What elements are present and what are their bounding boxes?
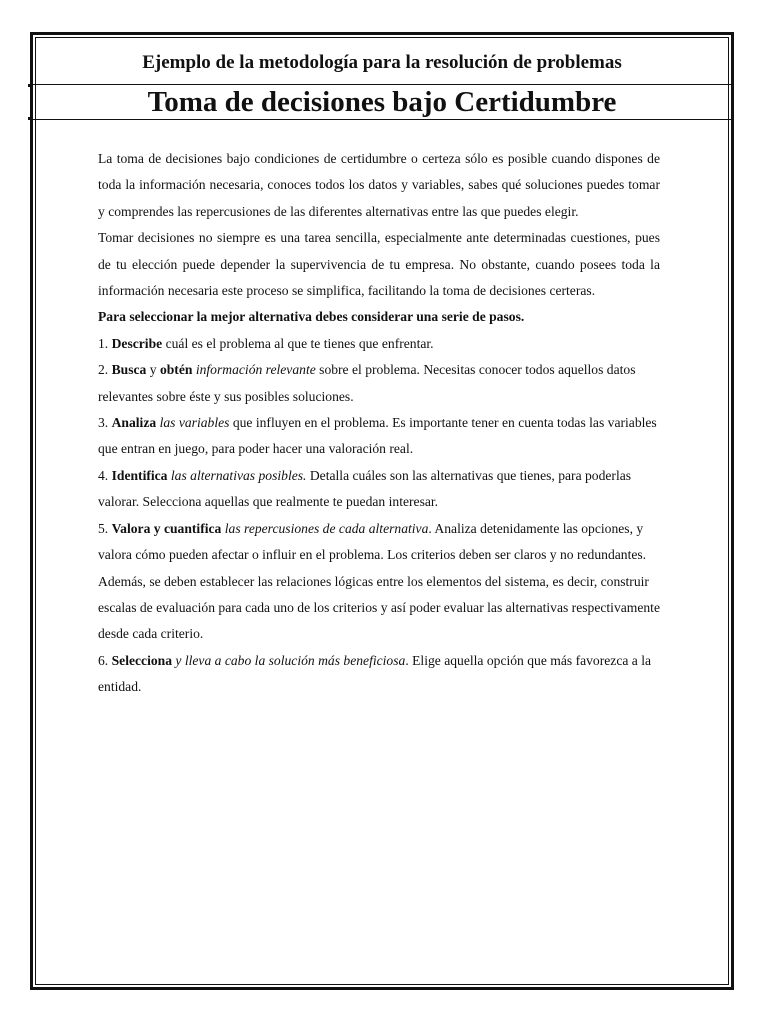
- step-number: 6.: [98, 652, 112, 668]
- step-number: 2.: [98, 362, 112, 378]
- step-text: Detalla cuáles son las alternativas que tienes, para poderlas valorar. Selecciona aquellas que realmente te puedan interesar.: [98, 467, 632, 510]
- step-text: . Elige aquella opción que más favorezca a la entidad.: [98, 652, 652, 695]
- steps-intro-text: Para seleccionar la mejor alternativa debes considerar una serie de pasos.: [98, 309, 525, 325]
- step-number: 4.: [98, 467, 112, 483]
- header-divider-bottom: [28, 119, 732, 120]
- step-emphasis: las alternativas posibles.: [170, 467, 307, 483]
- paragraph-context: Tomar decisiones no siempre es una tarea sencilla, especialmente ante determinadas cuestiones, pues de tu elección puede depender la supervivencia de tu empresa. No obstante, cuando posees toda la información necesaria este proceso se simplifica, facilitando la toma de decisiones certeras.: [98, 230, 660, 299]
- step-3: [98, 410, 660, 463]
- header-subtitle: Ejemplo de la metodología para la resolución de problemas: [142, 52, 622, 73]
- step-keyword: Describe: [111, 335, 163, 351]
- step-number: 3.: [98, 415, 112, 431]
- margin-tick-bottom: [28, 117, 31, 120]
- step-2: [98, 357, 660, 410]
- step-text: cuál es el problema al que te tienes que enfrentar.: [162, 335, 434, 351]
- steps-intro: [98, 304, 660, 330]
- margin-tick-top: [28, 84, 31, 87]
- step-number: 5.: [98, 520, 112, 536]
- page-title: Toma de decisiones bajo Certidumbre: [147, 86, 617, 118]
- step-5: [98, 516, 660, 648]
- step-keyword: Busca: [111, 362, 147, 378]
- document-body: [98, 146, 660, 701]
- step-keyword: Analiza: [111, 415, 157, 431]
- step-connector: y: [146, 362, 160, 378]
- step-number: 1.: [98, 335, 112, 351]
- step-keyword: Selecciona: [111, 652, 172, 668]
- step-emphasis: las repercusiones de cada alternativa: [224, 520, 429, 536]
- step-text: que influyen en el problema. Es importante tener en cuenta todas las variables que entran en juego, para poder hacer una valoración real.: [98, 415, 657, 457]
- step-text: . Analiza detenidamente las opciones, y valora cómo pueden afectar o influir en el problema. Los criterios deben ser claros y no redundantes. Además, se deben establecer las relaciones lógicas entre los elementos del sistema, es decir, construir escalas de evaluación para cada uno de los criterios y así poder evaluar las alternativas respectivamente desde cada criterio.: [98, 520, 660, 642]
- step-keyword-2: obtén: [159, 362, 193, 378]
- step-6: [98, 648, 660, 701]
- step-keyword: Valora y cuantifica: [111, 520, 222, 536]
- step-keyword: Identifica: [111, 467, 168, 483]
- paragraph-intro: La toma de decisiones bajo condiciones de certidumbre o certeza sólo es posible cuando dispones de toda la información necesaria, conoces todos los datos y variables, sabes qué soluciones puedes tomar y comprendes las repercusiones de las diferentes alternativas entre las que puedes elegir.: [98, 151, 660, 219]
- step-1: [98, 331, 660, 357]
- step-emphasis: información relevante: [195, 362, 316, 378]
- step-emphasis: las variables: [159, 415, 230, 431]
- step-4: [98, 463, 660, 516]
- step-text: sobre el problema. Necesitas conocer todos aquellos datos relevantes sobre éste y sus posibles soluciones.: [98, 362, 636, 404]
- step-emphasis: y lleva a cabo la solución más beneficiosa: [175, 652, 406, 668]
